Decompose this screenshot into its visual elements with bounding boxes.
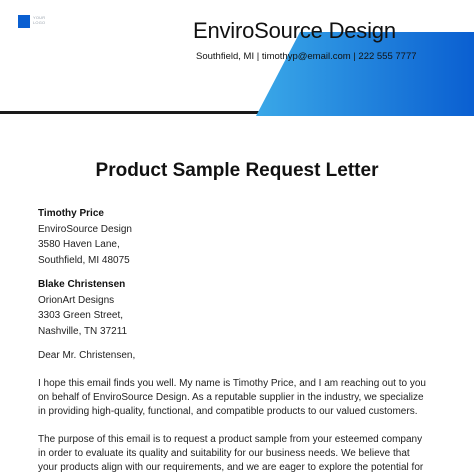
letterhead bbox=[0, 0, 474, 116]
contact-line: Southfield, MI | timothyp@email.com | 222 555 7777 bbox=[196, 51, 417, 62]
paragraph-line: in providing high-quality, functional, and compatible products to our valued customers. bbox=[38, 406, 418, 417]
letter-title: Product Sample Request Letter bbox=[95, 160, 379, 181]
sender-name: Timothy Price bbox=[38, 208, 104, 219]
sender-street: 3580 Haven Lane, bbox=[38, 239, 120, 250]
paragraph-line: I hope this email finds you well. My name is Timothy Price, and I am reaching out to you bbox=[38, 378, 426, 389]
paragraph-line: on behalf of EnviroSource Design. As a reputable supplier in the industry, we specialize bbox=[38, 392, 424, 403]
recipient-company: OrionArt Designs bbox=[38, 294, 115, 306]
logo-mark bbox=[18, 15, 30, 28]
logo-placeholder-text: YOUR LOGO bbox=[33, 15, 46, 25]
recipient-city: Nashville, TN 37211 bbox=[38, 325, 128, 337]
company-name: EnviroSource Design bbox=[193, 18, 396, 43]
salutation-text: Dear Mr. Christensen, bbox=[38, 350, 136, 361]
recipient-name: Blake Christensen bbox=[38, 279, 126, 290]
salutation bbox=[38, 348, 135, 364]
paragraph-line: in order to evaluate its quality and suitability for our business needs. We believe that bbox=[38, 448, 410, 459]
body-paragraph-1 bbox=[38, 377, 438, 419]
recipient-street: 3303 Green Street, bbox=[38, 310, 124, 321]
paragraph-line: your products align with our requirements, and we are eager to explore the potential for bbox=[38, 462, 424, 473]
sender-address bbox=[38, 206, 132, 268]
sender-city: Southfield, MI 48075 bbox=[38, 254, 130, 266]
sender-company: EnviroSource Design bbox=[38, 223, 132, 235]
paragraph-line: The purpose of this email is to request a product sample from your esteemed company bbox=[38, 434, 423, 445]
body-paragraph-2 bbox=[38, 433, 438, 475]
recipient-address bbox=[38, 277, 127, 339]
